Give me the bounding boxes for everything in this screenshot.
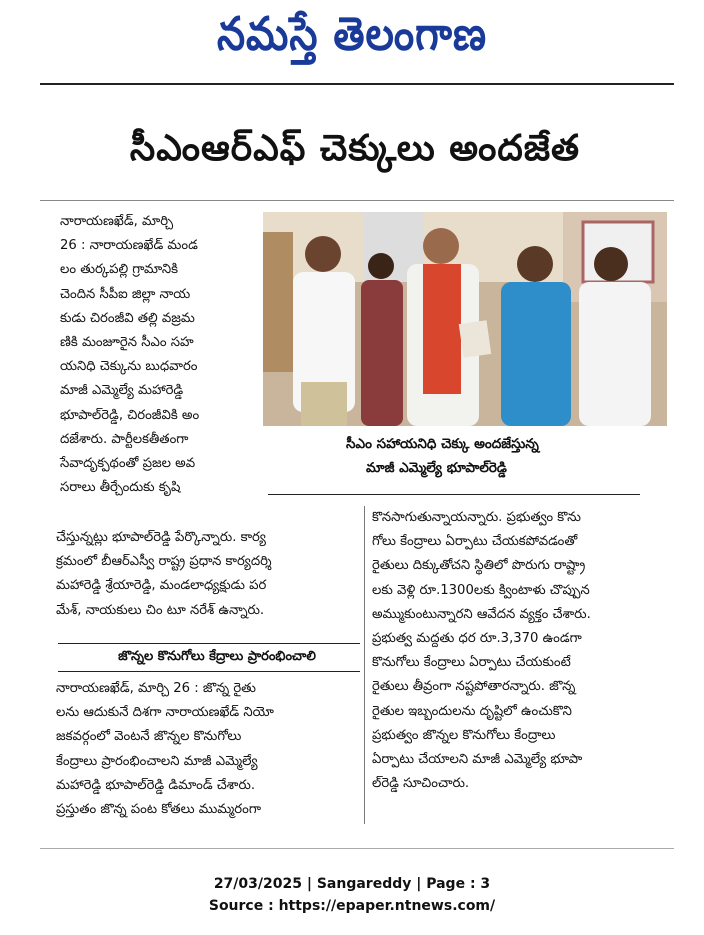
masthead-divider: [40, 83, 674, 85]
article-text-line: లం తుర్కపల్లి గ్రామానికి: [60, 262, 178, 278]
headline-divider: [40, 200, 674, 201]
page-bottom-rule: [40, 848, 674, 849]
article-text-line: భూపాల్‌రెడ్డి, చిరంజీవికి అం: [60, 407, 200, 423]
article-text-line: ప్రభుత్వ మద్దతు ధర రూ.3,370 ఉండగా: [372, 631, 582, 647]
article-text-line: క్రమంలో బీఆర్‌ఎస్వీ రాష్ట్ర ప్రధాన కార్యదర్శి: [56, 554, 272, 570]
article-text-line: మేశ్‌, నాయకులు చిం టూ నరేశ్‌ ఉన్నారు.: [56, 602, 265, 618]
article-text-line: రైతులు దిక్కుతోచని స్థితిలో పొరుగు రాష్ట్రా: [372, 558, 586, 574]
article-text-line: అమ్ముకుంటున్నారని ఆవేదన వ్యక్తం చేశారు.: [372, 606, 591, 622]
article-text-line: నారాయణఖేడ్‌, మార్చి: [60, 214, 174, 229]
photo-illustration: [263, 212, 667, 426]
article-text-line: మాజీ ఎమ్మెల్యే మహారెడ్డి: [60, 383, 184, 399]
article-text-line: సేవాదృక్పథంతో ప్రజల అవ: [60, 456, 196, 472]
photo-caption-line: మాజీ ఎమ్మెల్యే భూపాల్‌రెడ్డి: [366, 460, 507, 476]
masthead-title: నమస్తే తెలంగాణ: [216, 6, 488, 61]
article-text-line: మహారెడ్డి శ్రేయారెడ్డి, మండలాధ్యక్షుడు పర: [56, 578, 267, 594]
article-photo: [263, 212, 667, 426]
article-text-line: చేస్తున్నట్లు భూపాల్‌రెడ్డి పేర్కొన్నారు. కార్య: [56, 530, 266, 545]
article-headline: సీఎంఆర్‌ఎఫ్‌ చెక్కులు అందజేత: [129, 128, 581, 169]
article-text-line: నారాయణఖేడ్‌, మార్చి 26 : జొన్న రైతు: [56, 681, 256, 696]
article-text-line: లకు వెళ్లి రూ.1300లకు క్వింటాళు చొప్పున: [372, 582, 590, 598]
subheading-rule-bottom: [58, 671, 360, 672]
article-text-line: ల్‌రెడ్డి సూచించారు.: [372, 776, 470, 792]
footer-date-edition: 27/03/2025 | Sangareddy | Page : 3: [213, 876, 491, 892]
caption-divider: [268, 494, 640, 495]
article-intro-column: [60, 210, 256, 500]
article-subheading: జొన్నల కొనుగోలు కేద్రాలు ప్రారంభించాలి: [118, 649, 316, 664]
article-text-line: ప్రభుత్వం జొన్నల కొనుగోలు కేంద్రాలు: [372, 727, 556, 743]
article-text-line: గోలు కేంద్రాలు ఏర్పాటు చేయకపోవడంతో: [372, 534, 578, 550]
article-text-line: కేంద్రాలు ప్రారంభించాలని మాజీ ఎమ్మెల్యే: [56, 753, 258, 769]
article-right-column: [372, 506, 668, 796]
article-text-line: మహారెడ్డి భూపాల్‌రెడ్డి డిమాండ్‌ చేశారు.: [56, 777, 256, 793]
article-text-line: ణికి మంజూరైన సీఎం సహ: [60, 335, 194, 351]
article-text-line: కుడు చిరంజీవి తల్లి వజ్రమ: [60, 310, 195, 326]
footer-source: Source : https://epaper.ntnews.com/: [208, 898, 496, 914]
article-text-line: సరాలు తీర్చేందుకు కృషి: [60, 480, 181, 496]
article-text-line: చెందిన సీపీఐ జిల్లా నాయ: [60, 286, 191, 302]
article-text-line: లను ఆదుకునే దిశగా నారాయణఖేడ్‌ నియో: [56, 705, 274, 721]
article-text-line: కొనసాగుతున్నాయన్నారు. ప్రభుత్వం కొను: [372, 510, 581, 525]
subheading-rule-top: [58, 643, 360, 644]
article-text-line: జకవర్గంలో వెంటనే జొన్నల కొనుగోలు: [56, 729, 242, 745]
article-text-line: రైతులు తీవ్రంగా నష్టపోతారన్నారు. జొన్న: [372, 679, 576, 695]
article-text-line: రైతుల ఇబ్బందులను దృష్టిలో ఉంచుకొని: [372, 703, 572, 719]
photo-caption-line: సీఎం సహాయనిధి చెక్కు అందజేస్తున్న: [346, 436, 539, 452]
newspaper-masthead: [0, 0, 704, 78]
article-body-continued: [56, 526, 360, 623]
article-left-column: [56, 677, 360, 822]
article-text-line: ప్రస్తుతం జొన్న పంట కోతలు ముమ్మరంగా: [56, 802, 261, 818]
article-text-line: యనిధి చెక్కును బుధవారం: [60, 359, 198, 375]
photo-caption: [346, 432, 646, 480]
article-text-line: 26 : నారాయణఖేడ్‌ మండ: [60, 238, 198, 254]
article-text-line: కొనుగోలు కేంద్రాలు ఏర్పాటు చేయకుంటే: [372, 655, 571, 671]
column-divider: [364, 506, 365, 824]
article-text-line: దజేశారు. పార్టీలకతీతంగా: [60, 431, 189, 447]
article-text-line: ఏర్పాటు చేయాలని మాజీ ఎమ్మెల్యే భూపా: [372, 752, 583, 768]
